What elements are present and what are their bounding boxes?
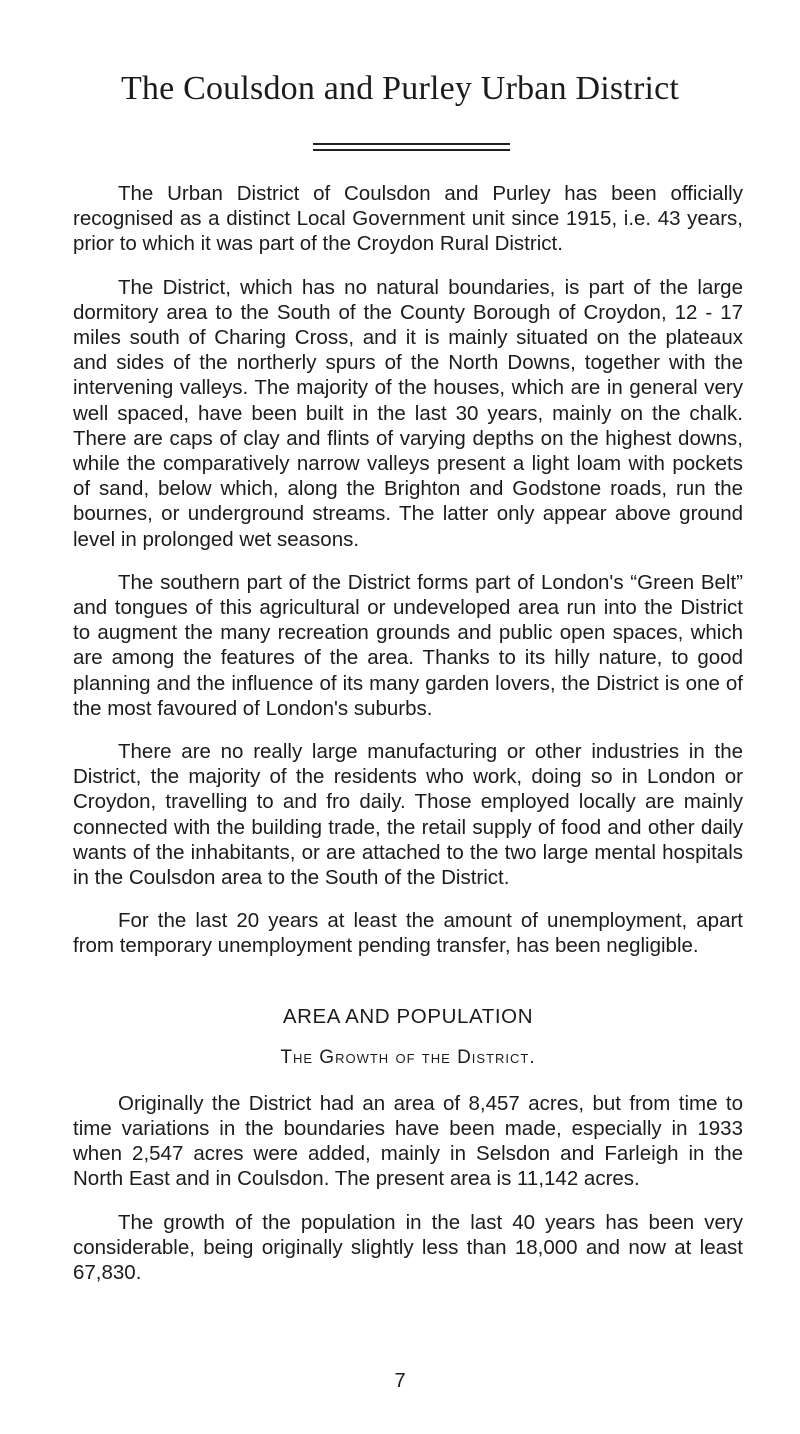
paragraph-natural-boundaries: The District, which has no natural boundaries, is part of the large dormitory area to the South of the County Borough of Croydon, 12 - 17 miles south of Charing Cross, and it is mainly situated on the plateaux and sides of the northerly spurs of the North Downs, together with the intervening valleys. The majority of the houses, which are in general very well spaced, have been built in the last 30 years, mainly on the chalk. There are caps of clay and flints of varying depths on the highest downs, while the comparatively narrow valleys present a light loam with pockets of sand, below which, along the Brighton and Godstone roads, run the bournes, or underground streams. The latter only appear above ground level in prolonged wet seasons. xyxy=(73,275,743,551)
title-rule-upper xyxy=(313,143,510,145)
paragraph-area: Originally the District had an area of 8,457 acres, but from time to time variations in the boundaries have been made, especially in 1933 when 2,547 acres were added, mainly in Selsdon and Farleigh in the North East and in Coulsdon. The present area is 11,142 acres. xyxy=(73,1091,743,1191)
paragraph-green-belt: The southern part of the District forms part of London's “Green Belt” and tongues of this agricultural or undeveloped area run into the District to augment the many recreation grounds and public open spaces, which are among the features of the area. Thanks to its hilly nature, to good planning and the influence of its many garden lovers, the District is one of the most favoured of London's suburbs. xyxy=(73,570,743,720)
paragraph-population-growth: The growth of the population in the last 40 years has been very considerable, being originally slightly less than 18,000 and now at least 67,830. xyxy=(73,1210,743,1284)
paragraph-industries: There are no really large manufacturing or other industries in the District, the majority of the residents who work, doing so in London or Croydon, travelling to and fro daily. Those employed locally are mainly connected with the building trade, the retail supply of food and other daily wants of the inhabitants, or are attached to the two large mental hospitals in the Coulsdon area to the South of the District. xyxy=(73,740,743,890)
page-number: 7 xyxy=(394,1370,406,1392)
title-rule-lower xyxy=(313,149,510,151)
paragraph-officially-recognised: The Urban District of Coulsdon and Purley has been officially recognised as a distinct Local Government unit since 1915, i.e. 43 years, prior to which it was part of the Croydon Rural District. xyxy=(73,182,743,256)
page-title: The Coulsdon and Purley Urban District xyxy=(120,70,680,107)
paragraph-unemployment: For the last 20 years at least the amount of unemployment, apart from temporary unemployment pending transfer, has been negligible. xyxy=(73,909,743,958)
section-heading: AREA AND POPULATION xyxy=(282,1004,534,1028)
section-subheading: The Growth of the District. xyxy=(280,1046,536,1068)
body-text xyxy=(73,181,743,1303)
